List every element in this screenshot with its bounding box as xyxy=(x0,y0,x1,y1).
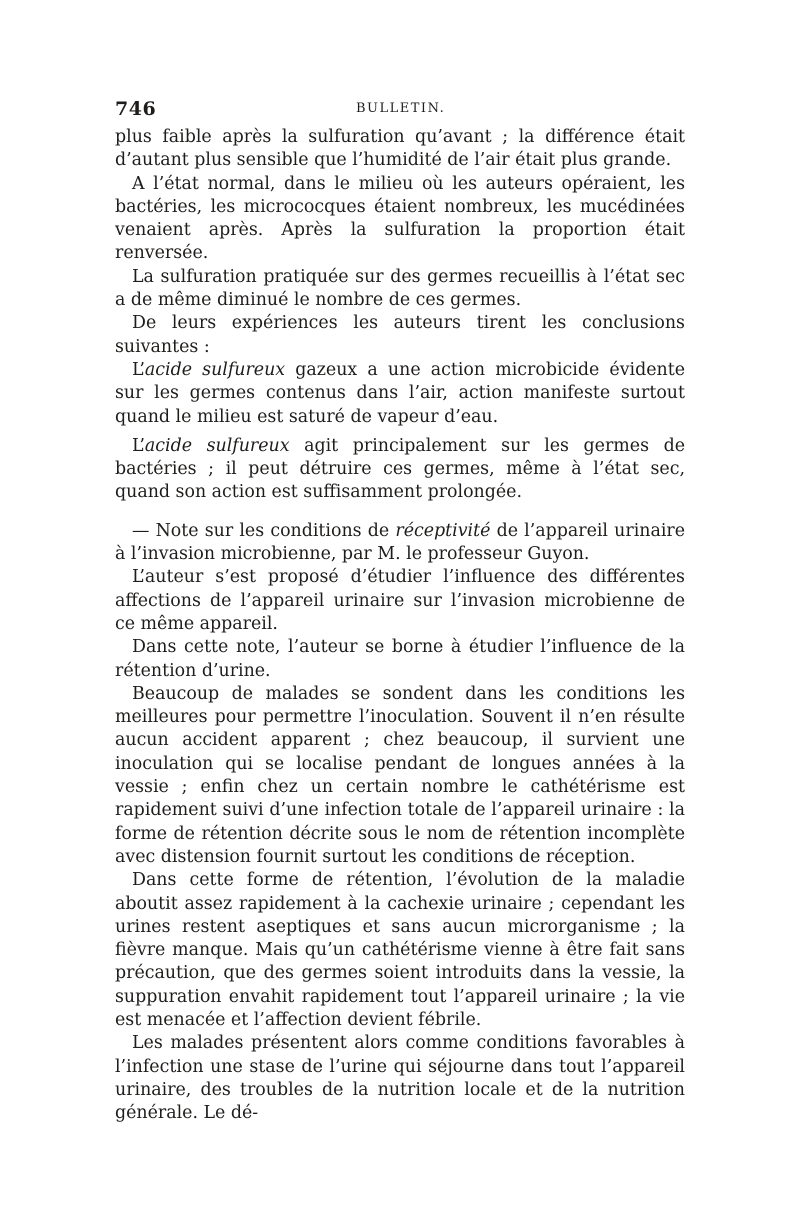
paragraph: Dans cette note, l’auteur se borne à étudier l’influence de la rétention d’urine. xyxy=(115,637,685,681)
page xyxy=(115,98,685,1125)
paragraph: Dans cette forme de rétention, l’évolution de la maladie aboutit assez rapidement à la cachexie urinaire ; cependant les urines restent aseptiques et sans aucun microrganisme ; la fièvre manque. Mais qu’un cathétérisme vienne à être fait sans précaution, que des germes soient introduits dans la vessie, la suppuration envahit rapidement tout l’appareil urinaire ; la vie est menacée et l’affection devient fébrile. xyxy=(115,870,685,1030)
paragraph-lead: L’ xyxy=(132,359,145,380)
paragraph: L’auteur s’est proposé d’étudier l’influence des différentes affections de l’appareil urinaire sur l’invasion microbienne de ce même appareil. xyxy=(115,567,685,634)
paragraph-rest: agit principalement sur les germes de bactéries ; il peut détruire ces germes, même à l’état sec, quand son action est suffisamment prolongée. xyxy=(115,435,686,503)
paragraph-rest: de l’appareil urinaire à l’invasion microbienne, par M. le professeur Guyon. xyxy=(115,520,685,565)
page-header xyxy=(115,98,685,126)
emphasis: réceptivité xyxy=(395,520,491,541)
emphasis: acide sulfureux xyxy=(144,359,286,380)
note-title-paragraph xyxy=(115,520,685,567)
running-title: BULLETIN. xyxy=(356,101,446,116)
paragraph xyxy=(115,359,685,429)
paragraph: La sulfuration pratiquée sur des germes recueillis à l’état sec a de même diminué le nombre de ces germes. xyxy=(115,266,685,311)
paragraph xyxy=(115,435,685,505)
paragraph: plus faible après la sulfuration qu’avant ; la différence était d’autant plus sensible que l’humidité de l’air était plus grande. xyxy=(115,127,685,171)
paragraph-lead: — Note sur les conditions de xyxy=(132,520,396,541)
body-text xyxy=(115,126,685,1125)
paragraph: Les malades présentent alors comme conditions favorables à l’infection une stase de l’urine qui séjourne dans tout l’appareil urinaire, des troubles de la nutrition locale et de la nutrition générale. Le dé- xyxy=(115,1033,685,1124)
paragraph: Beaucoup de malades se sondent dans les conditions les meilleures pour permettre l’inoculation. Souvent il n’en résulte aucun accident apparent ; chez beaucoup, il survient une inoculation qui se localise pendant de longues années à la vessie ; enfin chez un certain nombre le cathétérisme est rapidement suivi d’une infection totale de l’appareil urinaire : la forme de rétention décrite sous le nom de rétention incomplète avec distension fournit surtout les conditions de réception. xyxy=(115,683,685,867)
emphasis: acide sulfureux xyxy=(144,435,290,456)
paragraph-lead: L’ xyxy=(132,435,145,456)
page-number: 746 xyxy=(115,98,157,120)
paragraph: De leurs expériences les auteurs tirent les conclusions suivantes : xyxy=(115,313,685,357)
paragraph-rest: gazeux a une action microbicide évidente sur les germes contenus dans l’air, action manifeste surtout quand le milieu est saturé de vapeur d’eau. xyxy=(115,359,685,427)
paragraph: A l’état normal, dans le milieu où les auteurs opéraient, les bactéries, les micrococques étaient nombreux, les mucédinées venaient après. Après la sulfuration la proportion était renversée. xyxy=(115,173,685,264)
